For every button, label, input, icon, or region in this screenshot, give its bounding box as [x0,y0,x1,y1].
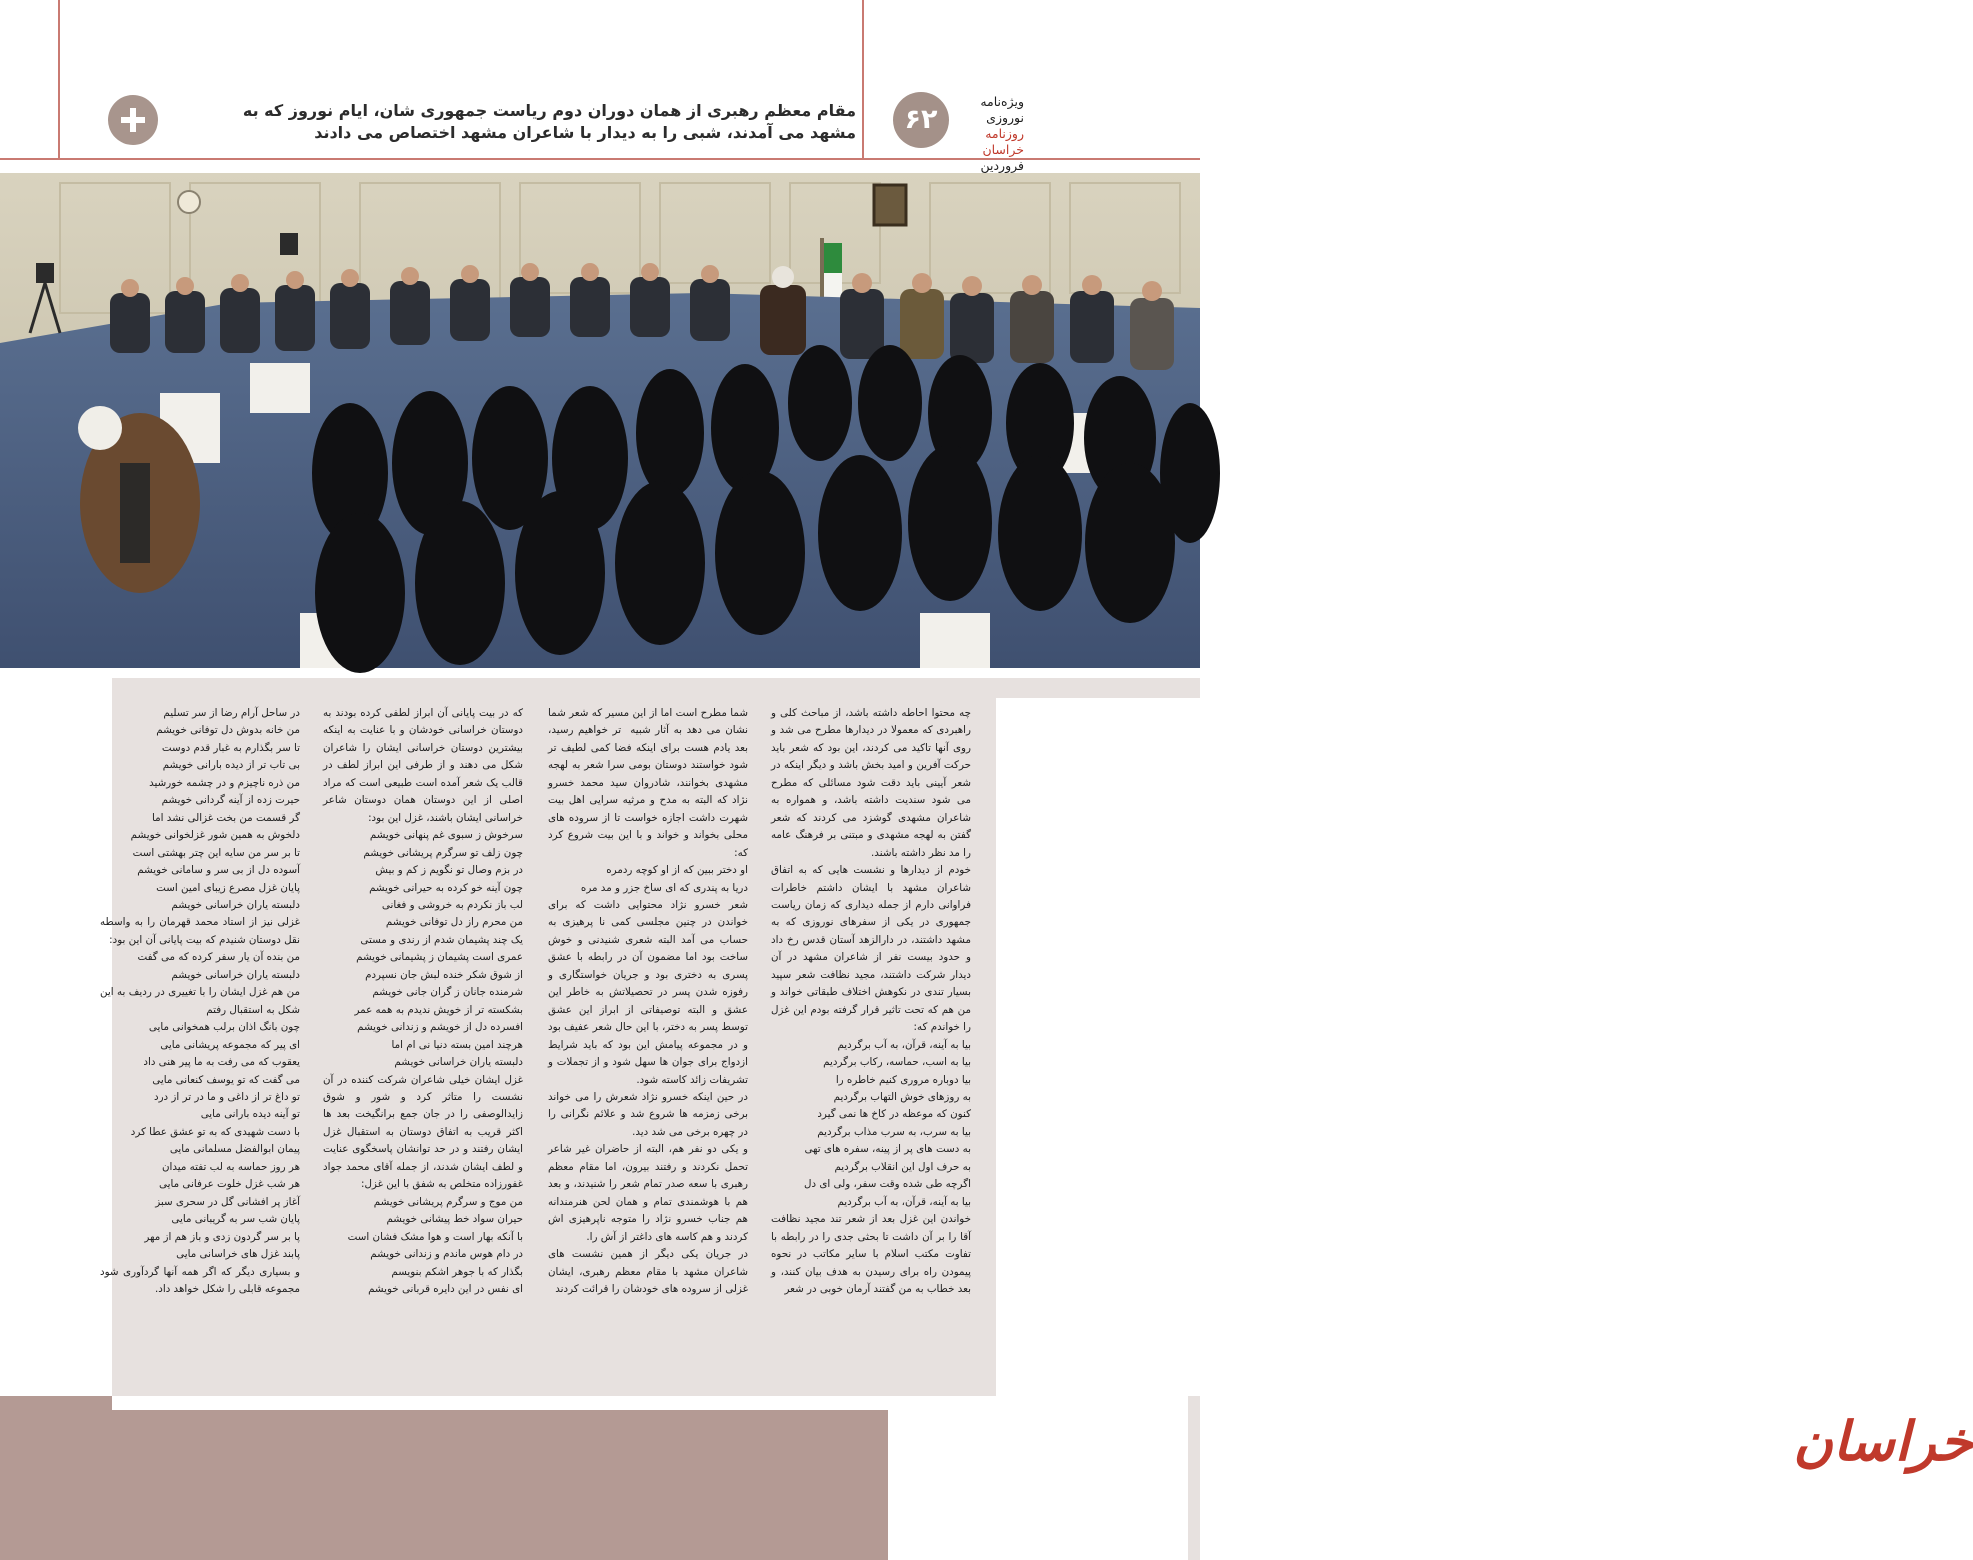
header-divider-left [58,0,60,158]
article-column-1: چه محتوا احاطه داشته باشد، از مباحث کلی و راهبردی که معمولا در دیدارها مطرح می شد و روی آنها تاکید می کردند، این بود که شعر باید حرکت آفرین و امید بخش باشد و دیگر اینکه در شعر آیینی باید دقت شود مسائلی که مطرح می شود سندیت داشته باشد، و همواره به شاعران مشهدی گوشزد می کردند که شعر گفتن به لهجه مشهدی و مبتنی بر فرهنگ عامه را مد نظر داشته باشند. خودم از دیدارها و نشست هایی که به اتفاق شاعران مشهد با ایشان داشتم خاطرات فراوانی دارم از جمله دیداری که زمان ریاست جمهوری در یکی از سفرهای نوروزی که به مشهد داشتند، در دارالزهد آستان قدس رخ داد و حدود بیست نفر از شاعران مشهد در آن دیدار شرکت داشتند، مجید نظافت شعر سپید بسیار تندی در نکوهش اختلاف طبقاتی خواند و من هم که تحت تاثیر قرار گرفته بودم این غزل را خواندم که: بیا به آینه، قرآن، به آب برگردیم بیا به اسب، حماسه، رکاب برگردیم بیا دوباره مروری کنیم خاطره را به روزهای خوش التهاب برگردیم کنون که موعظه در کاخ ها نمی گیرد بیا به سرب، به سرب مذاب برگردیم به دست های پر از پینه، سفره های تهی به حرف اول این انقلاب برگردیم اگرچه طی شده وقت سفر، ولی ای دل بیا به آینه، قرآن، به آب برگردیم خواندن این غزل بعد از شعر تند مجید نظافت آقا را بر آن داشت تا بحثی جدی را در رابطه با تفاوت مکتب اسلام با سایر مکاتب در نحوه پیمودن راه برای رسیدن به هدف بیان کنند، و بعد خطاب به من گفتند آرمان خوبی در شعر [771,707,971,1295]
khorasan-logo: خراسان [1793,1409,1973,1473]
band-block [0,1410,888,1560]
pub-date: فروردین [980,158,1024,173]
header-divider-right [862,0,864,158]
band-edge [1188,1396,1200,1560]
pub-title: ویژه‌نامه نوروزی [980,94,1024,125]
article-column-3: که در بیت پایانی آن ابراز لطفی کرده بودند به دوستان خراسانی خودشان و با عنایت به اینکه بیشترین دوستان خراسانی ایشان را شاعران شکل می دهند و از طرفی این ابراز لطف در قالب یک شعر آمده است طبیعی است که مراد اصلی از این دوستان همان دوستان شاعر خراسانی ایشان باشند، غزل این بود: سرخوش ز سبوی غم پنهانی خویشم چون زلف تو سرگرم پریشانی خویشم در بزم وصال تو نگویم ز کم و بیش چون آینه خو کرده به حیرانی خویشم لب باز نکردم به خروشی و فغانی من محرم راز دل توفانی خویشم یک چند پشیمان شدم از رندی و مستی عمری است پشیمان ز پشیمانی خویشم از شوق شکر خنده لبش جان نسپردم شرمنده جانان ز گران جانی خویشم بشکسته تر از خویش ندیدم به همه عمر افسرده دل از خویشم و زندانی خویشم هرچند امین بسته دنیا نی ام اما دلبسته یاران خراسانی خویشم غزل ایشان خیلی شاعران شرکت کننده در آن نشست را متاثر کرد و شور و شوق زایدالوصفی را در جان جمع برانگیخت بعد ها اکثر قریب به اتفاق دوستان به استقبال غزل ایشان رفتند و در حد توانشان پاسخگوی عنایت و لطف ایشان شدند، از جمله آقای محمد جواد غفورزاده متخلص به شفق با این غزل: من موج و سرگرم پریشانی خویشم حیران سواد خط پیشانی خویشم با آنکه بهار است و هوا مشک فشان است در دام هوس ماندم و زندانی خویشم بگذار که با جوهر اشکم بنویسم ای نفس در این دایره قربانی خویشم [323,707,523,1295]
pub-newspaper: روزنامه خراسان [982,126,1024,157]
headline [178,100,856,144]
headline-line-1: مقام معظم رهبری از همان دوران دوم ریاست جمهوری شان، ایام نوروز که به [242,101,856,120]
article-column-2: شما مطرح است اما از این مسیر که شعر شما نشان می دهد به آثار شبیه ‌ تر خواهیم رسید، بعد یادم هست برای اینکه فضا کمی لطیف تر شود خواستند دوستان بومی سرا شعر به لهجه مشهدی بخوانند، شادروان سید محمد خسرو نژاد که البته به مدح و مرثیه سرایی اهل بیت شهرت داشت اجازه خواست تا از سروده های محلی بخواند و خواند و با این بیت شروع کرد که: او دختر ببین که از او کوچه ردمره دریا به پندری که ای ساخ جزر و مد مره شعر خسرو نژاد محتوایی داشت که برای خواندن در چنین مجلسی کمی نا پرهیزی به حساب می آمد البته شعری شنیدنی و خوش ساخت بود اما مضمون آن در رابطه با عشق پسری به دختری بود و جریان خواستگاری و رفوزه شدن پسر در تحصیلاتش به خاطر این عشق و البته توصیفاتی از ابراز این عشق توسط پسر به دختر، با این حال شعر عفیف بود و در مجموعه پیامش این بود که باید شرایط ازدواج برای جوان ها سهل شود و از تجملات و تشریفات زائد کاسته شود. در حین اینکه خسرو نژاد شعرش را می خواند برخی زمزمه ها شروع شد و علائم نگرانی را در چهره برخی می شد دید. و یکی دو نفر هم، البته از حاضران غیر شاعر تحمل نکردند و رفتند بیرون، اما مقام معظم رهبری با سعه صدر تمام شعر را شنیدند، و بعد هم با هوشمندی تمام و همان لحن هنرمندانه هم جناب خسرو نژاد را متوجه ناپرهیزی اش کردند و هم کاسه های داغتر از آش را. در جریان یکی دیگر از همین نشست های شاعران مشهد با مقام معظم رهبری، ایشان غزلی از سروده های خودشان را قرائت کردند [548,707,748,1295]
panel-corner [996,678,1200,698]
band-notch [0,1396,112,1410]
page-number: ۶۲ [893,92,949,148]
article-column-4: در ساحل آرام رضا از سر تسلیم من خانه بدوش دل توفانی خویشم تا سر بگذارم به غبار قدم دوست بی تاب تر از دیده بارانی خویشم من ذره ناچیزم و در چشمه خورشید حیرت زده از آینه گردانی خویشم گر قسمت من بخت غزالی نشد اما دلخوش به همین شور غزلخوانی خویشم تا بر سر من سایه این چتر بهشتی است آسوده دل از بی سر و سامانی خویشم پایان غزل مصرع زیبای امین است دلبسته یاران خراسانی خویشم غزلی نیز از استاد محمد قهرمان را به واسطه نقل دوستان شنیدم که بیت پایانی آن این بود: من بنده آن یار سفر کرده که می گفت دلبسته یاران خراسانی خویشم من هم غزل ایشان را با تغییری در ردیف به این شکل به استقبال رفتم چون بانگ اذان برلب همخوانی مایی ای پیر که مجموعه پریشانی مایی یعقوب که می رفت به ما پیر هنی داد می گفت که تو یوسف کنعانی مایی تو داغ تر از داغی و ما در تر از درد تو آینه دیده بارانی مایی با دست شهیدی که به تو عشق عطا کرد پیمان ابوالفضل مسلمانی مایی هر روز حماسه به لب تفته میدان هر شب غزل خلوت عرفانی مایی آغاز پر افشانی گل در سحری سبز پایان شب سر به گریبانی مایی پا بر سر گردون زدی و باز هم از مهر پابند غزل های خراسانی مایی و بسیاری دیگر که اگر همه آنها گردآوری شود مجموعه قابلی را شکل خواهد داد. [100,707,300,1295]
plus-icon [108,95,158,145]
footer-band [0,1396,1973,1560]
meeting-photo [0,173,1200,668]
logo-area [888,1396,1973,1560]
page-header [0,0,1200,173]
headline-line-2: مشهد می آمدند، شبی را به دیدار با شاعران مشهد اختصاص می دادند [314,123,856,142]
